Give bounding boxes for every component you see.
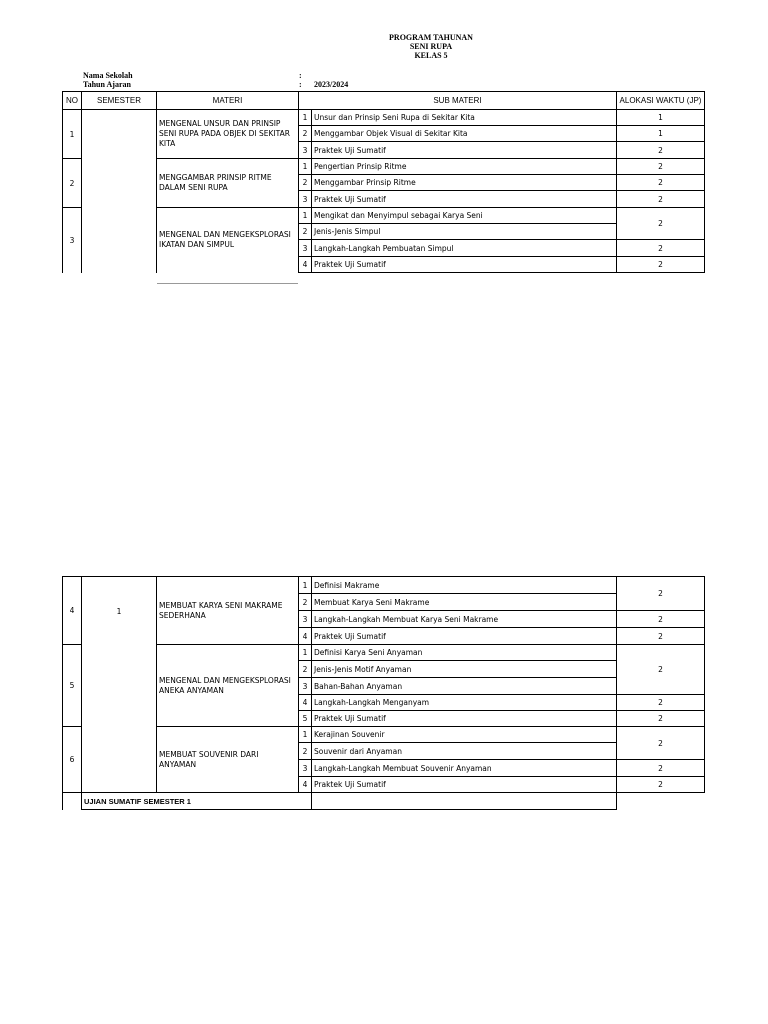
jp-value: 2 [617, 611, 705, 628]
table-row [63, 208, 705, 224]
col-sub-materi: SUB MATERI [299, 92, 617, 110]
jp-value: 2 [617, 695, 705, 711]
sub-no: 1 [299, 577, 312, 594]
jp-value: 2 [617, 257, 705, 273]
table-header-row [63, 92, 705, 110]
jp-value: 2 [617, 208, 705, 240]
table-row [63, 159, 705, 175]
school-label: Nama Sekolah [83, 71, 133, 80]
sub-no: 4 [299, 628, 312, 645]
materi-cell: MEMBUAT SOUVENIR DARI ANYAMAN [157, 727, 299, 793]
jp-value: 2 [617, 727, 705, 760]
jp-value: 1 [617, 126, 705, 142]
sub-materi-text: Langkah-Langkah Menganyam [312, 695, 617, 711]
program-table-page2 [62, 576, 705, 810]
sub-materi-text: Praktek Uji Sumatif [312, 191, 617, 208]
sub-materi-text: Definisi Karya Seni Anyaman [312, 645, 617, 661]
doc-subject: SENI RUPA [409, 42, 453, 51]
sub-materi-text: Kerajinan Souvenir [312, 727, 617, 743]
table-row [63, 577, 705, 594]
sub-no: 1 [299, 727, 312, 743]
year-colon: : [299, 80, 302, 89]
jp-value: 2 [617, 240, 705, 257]
unit-no: 5 [63, 645, 82, 727]
jp-value: 2 [617, 711, 705, 727]
sub-no: 3 [299, 191, 312, 208]
sub-materi-text: Membuat Karya Seni Makrame [312, 594, 617, 611]
school-row [83, 71, 302, 80]
jp-value: 2 [617, 777, 705, 793]
sub-no: 1 [299, 110, 312, 126]
ujian-jp-cell [312, 793, 617, 810]
jp-value: 2 [617, 175, 705, 191]
jp-value: 2 [617, 142, 705, 159]
jp-value: 2 [617, 577, 705, 611]
materi-cell: MENGENAL DAN MENGEKSPLORASI ANEKA ANYAMAN [157, 645, 299, 727]
sub-materi-text: Langkah-Langkah Membuat Karya Seni Makrame [312, 611, 617, 628]
sub-no: 3 [299, 760, 312, 777]
sub-materi-text: Mengikat dan Menyimpul sebagai Karya Seni [312, 208, 617, 224]
sub-materi-text: Menggambar Prinsip Ritme [312, 175, 617, 191]
sub-no: 2 [299, 126, 312, 142]
jp-value: 2 [617, 628, 705, 645]
col-semester: SEMESTER [82, 92, 157, 110]
sub-materi-text: Bahan-Bahan Anyaman [312, 678, 617, 695]
sub-materi-text: Praktek Uji Sumatif [312, 628, 617, 645]
unit-no: 3 [63, 208, 82, 273]
program-table-page1 [62, 91, 705, 273]
sub-no: 3 [299, 678, 312, 695]
materi-cell: MENGENAL UNSUR DAN PRINSIP SENI RUPA PADA OBJEK DI SEKITAR KITA [157, 110, 299, 159]
sub-no: 3 [299, 611, 312, 628]
sub-no: 2 [299, 743, 312, 760]
year-value: 2023/2024 [314, 80, 349, 89]
sub-no: 3 [299, 142, 312, 159]
sub-materi-text: Unsur dan Prinsip Seni Rupa di Sekitar Kita [312, 110, 617, 126]
unit-no: 6 [63, 727, 82, 793]
ujian-sumatif-label: UJIAN SUMATIF SEMESTER 1 [82, 793, 312, 810]
year-label: Tahun Ajaran [83, 80, 131, 89]
divider-line [157, 283, 298, 284]
table-row [63, 645, 705, 661]
unit-no: 4 [63, 577, 82, 645]
table-row [63, 110, 705, 126]
sub-no: 4 [299, 777, 312, 793]
sub-materi-text: Jenis-Jenis Simpul [312, 224, 617, 240]
jp-value: 2 [617, 645, 705, 695]
sub-materi-text: Menggambar Objek Visual di Sekitar Kita [312, 126, 617, 142]
sub-no: 5 [299, 711, 312, 727]
sub-materi-text: Praktek Uji Sumatif [312, 142, 617, 159]
semester-cell [82, 110, 157, 273]
sub-no: 2 [299, 661, 312, 678]
school-colon: : [299, 71, 302, 80]
sub-no: 1 [299, 159, 312, 175]
sub-no: 1 [299, 208, 312, 224]
sub-materi-text: Langkah-Langkah Membuat Souvenir Anyaman [312, 760, 617, 777]
jp-value: 1 [617, 110, 705, 126]
sub-no: 2 [299, 224, 312, 240]
sub-materi-text: Langkah-Langkah Pembuatan Simpul [312, 240, 617, 257]
unit-no: 2 [63, 159, 82, 208]
table-row [63, 727, 705, 743]
sub-no: 2 [299, 594, 312, 611]
sub-no: 2 [299, 175, 312, 191]
sub-no: 4 [299, 695, 312, 711]
doc-title: PROGRAM TAHUNAN [389, 33, 473, 42]
jp-value: 2 [617, 159, 705, 175]
jp-value: 2 [617, 760, 705, 777]
year-row [83, 80, 349, 89]
materi-cell: MENGENAL DAN MENGEKSPLORASI IKATAN DAN SIMPUL [157, 208, 299, 273]
ujian-no-cell [63, 793, 82, 810]
jp-value: 2 [617, 191, 705, 208]
col-materi: MATERI [157, 92, 299, 110]
materi-cell: MEMBUAT KARYA SENI MAKRAME SEDERHANA [157, 577, 299, 645]
sub-no: 4 [299, 257, 312, 273]
ujian-row [63, 793, 705, 810]
sub-materi-text: Jenis-Jenis Motif Anyaman [312, 661, 617, 678]
sub-materi-text: Definisi Makrame [312, 577, 617, 594]
semester-cell: 1 [82, 577, 157, 793]
sub-materi-text: Praktek Uji Sumatif [312, 711, 617, 727]
sub-materi-text: Pengertian Prinsip Ritme [312, 159, 617, 175]
sub-materi-text: Souvenir dari Anyaman [312, 743, 617, 760]
col-no: NO [63, 92, 82, 110]
col-alokasi: ALOKASI WAKTU (JP) [617, 92, 705, 110]
unit-no: 1 [63, 110, 82, 159]
sub-no: 1 [299, 645, 312, 661]
materi-cell: MENGGAMBAR PRINSIP RITME DALAM SENI RUPA [157, 159, 299, 208]
sub-no: 3 [299, 240, 312, 257]
sub-materi-text: Praktek Uji Sumatif [312, 777, 617, 793]
doc-class: KELAS 5 [414, 51, 448, 60]
sub-materi-text: Praktek Uji Sumatif [312, 257, 617, 273]
